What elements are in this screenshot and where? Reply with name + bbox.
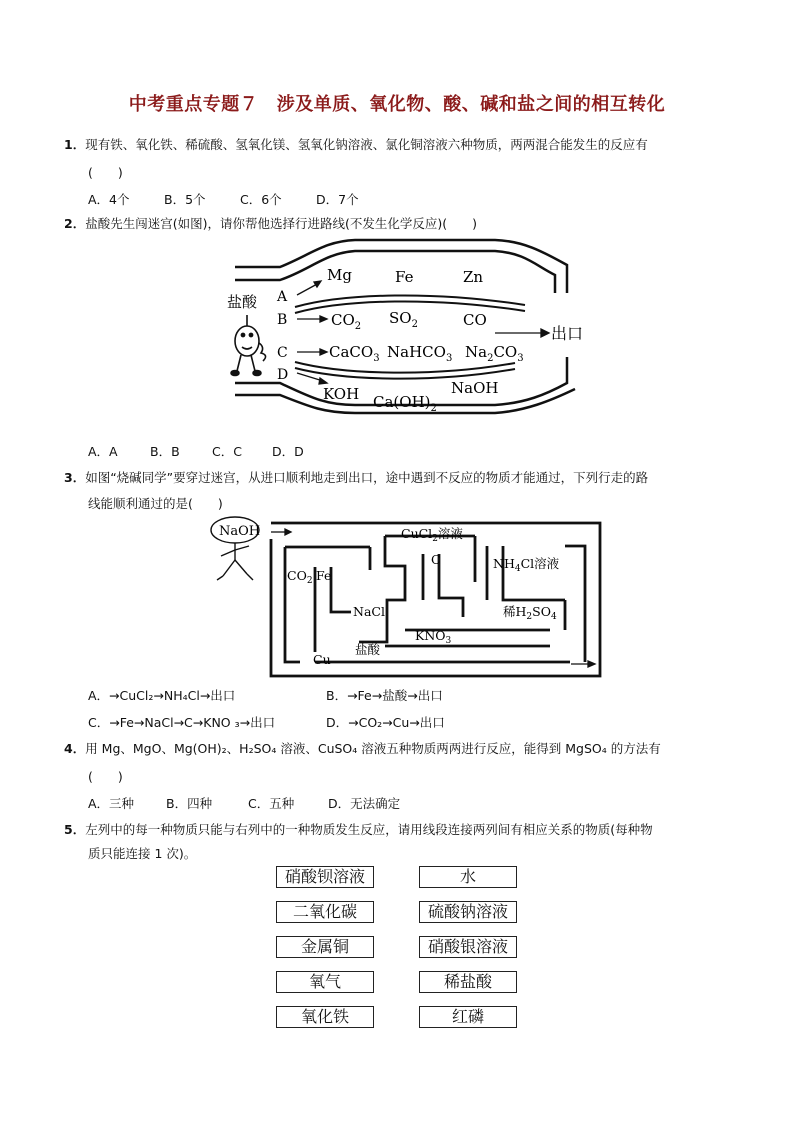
page-title: 中考重点专题７ 涉及单质、氧化物、酸、碱和盐之间的相互转化 bbox=[128, 94, 666, 115]
substance-koh: KOH bbox=[323, 385, 360, 403]
option-d[interactable]: D．无法确定 bbox=[328, 796, 401, 811]
route-letter-c: C bbox=[277, 345, 288, 361]
option-c[interactable]: C．6个 bbox=[240, 192, 282, 207]
question-3-cont: 线能顺利通过的是( ) bbox=[88, 496, 223, 511]
option-d[interactable]: D．→CO₂→Cu→出口 bbox=[326, 715, 445, 730]
question-5 bbox=[64, 822, 653, 838]
question-number: 4． bbox=[64, 741, 86, 756]
substance-kno3: $KNO_3$ bbox=[415, 628, 452, 646]
substance-co: CO bbox=[463, 311, 487, 329]
substance-so2: $SO_2$ bbox=[389, 309, 418, 330]
route-dividers bbox=[295, 295, 525, 378]
option-c[interactable]: C．五种 bbox=[248, 796, 295, 811]
answer-paren: ( ) bbox=[88, 769, 123, 784]
substance-mg: Mg bbox=[327, 266, 352, 284]
substance-naoh: NaOH bbox=[451, 379, 499, 397]
question-number: 3． bbox=[64, 470, 86, 485]
option-d[interactable]: D．7个 bbox=[316, 192, 359, 207]
question-number: 1． bbox=[64, 137, 86, 152]
stick-figure bbox=[231, 315, 266, 376]
substance-caoh2: $Ca(OH)_2$ bbox=[373, 393, 437, 414]
right-item[interactable]: 稀盐酸 bbox=[419, 971, 517, 993]
route-letter-d: D bbox=[277, 367, 289, 383]
question-3 bbox=[64, 470, 648, 486]
route-letters bbox=[276, 289, 288, 383]
substance-cu: Cu bbox=[313, 652, 331, 667]
right-item[interactable]: 硫酸钠溶液 bbox=[419, 901, 517, 923]
substance-zn: Zn bbox=[463, 268, 484, 286]
question-text: 现有铁、氧化铁、稀硫酸、氢氧化镁、氢氧化钠溶液、氯化铜溶液六种物质，两两混合能发生的反应有 bbox=[85, 137, 648, 152]
question-text: 如图“烧碱同学”要穿过迷宫，从进口顺利地走到出口，途中遇到不反应的物质才能通过，下列行走的路 bbox=[85, 470, 649, 485]
substance-h2so4: 稀$H_2SO_4$ bbox=[503, 604, 557, 622]
left-item[interactable]: 二氧化碳 bbox=[276, 901, 374, 923]
option-a[interactable]: A．→CuCl₂→NH₄Cl→出口 bbox=[88, 688, 236, 703]
option-b[interactable]: B．四种 bbox=[166, 796, 213, 811]
option-a[interactable]: A．三种 bbox=[88, 796, 135, 811]
question-5-cont: 质只能连接 1 次)。 bbox=[88, 846, 197, 861]
answer-paren: ( ) bbox=[88, 165, 123, 180]
route-c-substances bbox=[329, 343, 524, 364]
route-b-substances bbox=[331, 309, 487, 332]
substance-co2: $CO_2$ bbox=[331, 311, 362, 332]
person-label: 盐酸 bbox=[227, 293, 258, 311]
maze-figure-hydrochloric bbox=[225, 235, 605, 415]
left-item[interactable]: 氧化铁 bbox=[276, 1006, 374, 1028]
substance-c: C bbox=[431, 552, 441, 567]
route-letter-b: B bbox=[277, 312, 288, 328]
question-number: 2． bbox=[64, 216, 86, 231]
option-c[interactable]: C．→Fe→NaCl→C→KNO ₃→出口 bbox=[88, 715, 276, 730]
substance-caco3: CaCO$_3$ bbox=[329, 343, 380, 364]
question-number: 5． bbox=[64, 822, 86, 837]
question-text: 用 Mg、MgO、Mg(OH)₂、H₂SO₄ 溶液、CuSO₄ 溶液五种物质两两进行反应，能得到 MgSO₄ 的方法有 bbox=[85, 741, 661, 756]
substance-co2: $CO_2$ bbox=[287, 568, 313, 586]
question-2 bbox=[64, 216, 477, 232]
right-item[interactable]: 水 bbox=[419, 866, 517, 888]
person-label: NaOH bbox=[219, 524, 261, 539]
option-b[interactable]: B．→Fe→盐酸→出口 bbox=[326, 688, 443, 703]
question-4 bbox=[64, 741, 661, 757]
substance-nh4cl: $NH_4Cl$溶液 bbox=[493, 556, 560, 574]
option-a[interactable]: A．4个 bbox=[88, 192, 130, 207]
maze-figure-naoh bbox=[205, 512, 605, 682]
substance-nahco3: NaHCO$_3$ bbox=[387, 343, 453, 364]
option-d[interactable]: D．D bbox=[272, 444, 304, 459]
substance-nacl: NaCl bbox=[353, 604, 385, 619]
option-a[interactable]: A．A bbox=[88, 444, 118, 459]
option-b[interactable]: B．5个 bbox=[164, 192, 206, 207]
question-text: 盐酸先生闯迷宫(如图)，请你帮他选择行进路线(不发生化学反应)( ) bbox=[85, 216, 477, 231]
entry-arrow bbox=[271, 529, 291, 535]
route-a-substances bbox=[327, 266, 483, 286]
option-b[interactable]: B．B bbox=[150, 444, 180, 459]
route-letter-a: A bbox=[277, 289, 288, 305]
route-d-substances bbox=[323, 379, 498, 414]
left-item[interactable]: 硝酸钡溶液 bbox=[276, 866, 374, 888]
substance-na2co3: $Na_2CO_3$ bbox=[465, 343, 524, 364]
question-1 bbox=[64, 137, 648, 153]
substance-cucl2: CuCl$_2$溶液 bbox=[401, 526, 463, 544]
substance-fe: Fe bbox=[316, 568, 332, 583]
substance-hcl: 盐酸 bbox=[355, 642, 381, 657]
left-item[interactable]: 金属铜 bbox=[276, 936, 374, 958]
exit-label: 出口 bbox=[551, 324, 584, 343]
substance-fe: Fe bbox=[395, 268, 414, 286]
question-text: 左列中的每一种物质只能与右列中的一种物质发生反应，请用线段连接两列间有相应关系的物质(每种物 bbox=[85, 822, 653, 837]
right-item[interactable]: 红磷 bbox=[419, 1006, 517, 1028]
exit-arrow bbox=[571, 661, 595, 667]
right-item[interactable]: 硝酸银溶液 bbox=[419, 936, 517, 958]
option-c[interactable]: C．C bbox=[212, 444, 242, 459]
left-item[interactable]: 氧气 bbox=[276, 971, 374, 993]
